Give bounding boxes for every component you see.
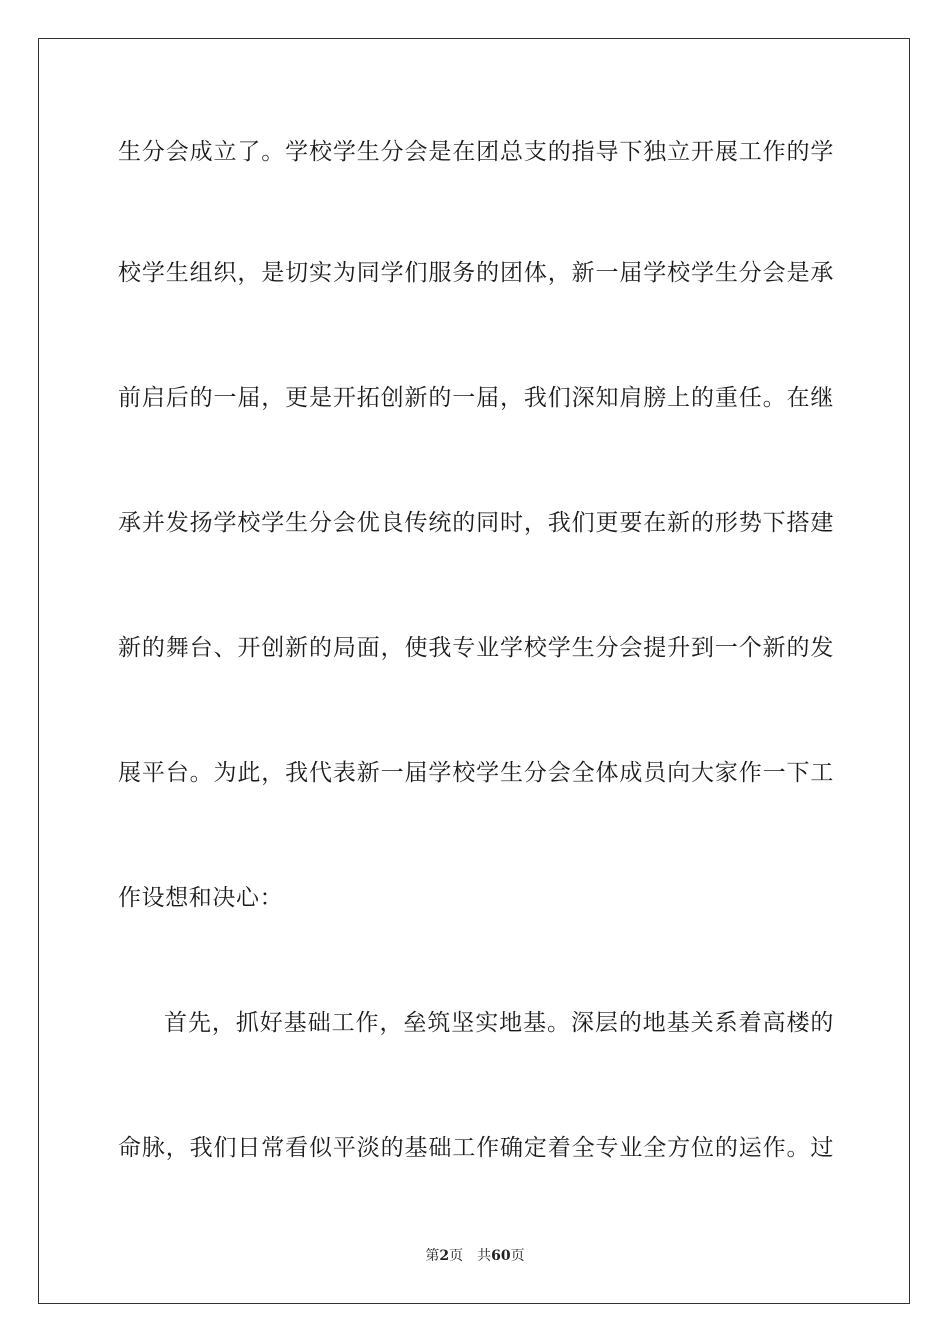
body-text-line-7: 作设想和决心： [118,885,284,911]
body-text-line-1: 生分会成立了。学校学生分会是在团总支的指导下独立开展工作的学 [118,139,834,165]
footer-page-number: 2 [439,1248,450,1264]
body-text-line-9: 命脉，我们日常看似平淡的基础工作确定着全专业全方位的运作。过 [118,1135,834,1161]
body-text-line-3: 前启后的一届，更是开拓创新的一届，我们深知肩膀上的重任。在继 [118,385,834,411]
footer-total-pages: 60 [491,1248,511,1264]
paragraph-first-line: 首先，抓好基础工作，垒筑坚实地基。深层的地基关系着高楼的 [164,1010,834,1036]
footer-page-prefix: 第 [425,1248,440,1264]
page-footer [0,1246,950,1266]
page-border [38,38,910,1304]
body-text-line-5: 新的舞台、开创新的局面，使我专业学校学生分会提升到一个新的发 [118,635,834,661]
footer-total-suffix: 页 [510,1248,525,1264]
footer-page-suffix: 页 [449,1248,464,1264]
body-text-line-6: 展平台。为此，我代表新一届学校学生分会全体成员向大家作一下工 [118,760,834,786]
footer-total-prefix: 共 [477,1248,492,1264]
body-text-line-2: 校学生组织，是切实为同学们服务的团体，新一届学校学生分会是承 [118,260,834,286]
body-text-line-4: 承并发扬学校学生分会优良传统的同时，我们更要在新的形势下搭建 [118,510,834,536]
